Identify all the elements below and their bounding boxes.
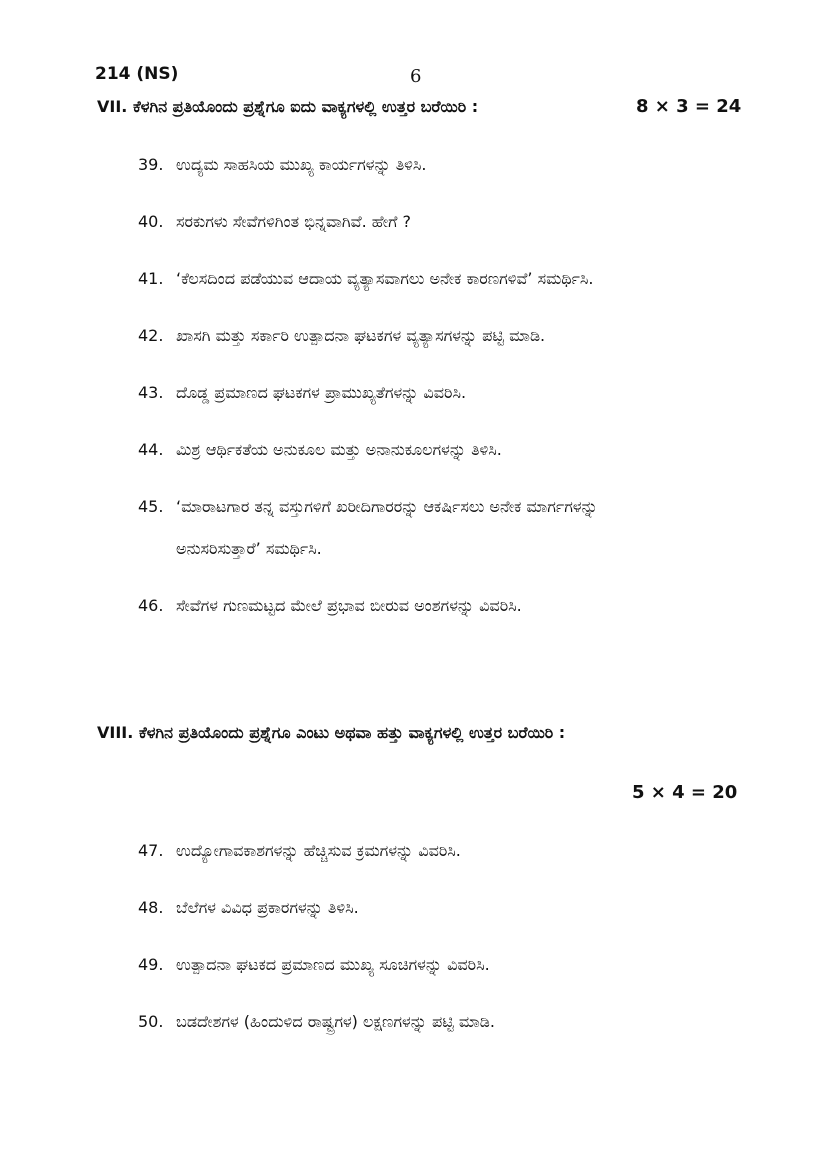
question-text: ಉತ್ಪಾದನಾ ಘಟಕದ ಪ್ರಮಾಣದ ಮುಖ್ಯ ಸೂಚಿಗಳನ್ನು ವಿವರಿಸಿ. — [176, 955, 490, 974]
question-number: 39. — [138, 155, 164, 174]
question-49 — [138, 955, 490, 975]
section-viii-marks: 5 × 4 = 20 — [632, 782, 738, 803]
question-number: 42. — [138, 326, 164, 345]
question-text: ‘ಮಾರಾಟಗಾರ ತನ್ನ ವಸ್ತುಗಳಿಗೆ ಖರೀದಿಗಾರರನ್ನು ಆಕರ್ಷಿಸಲು ಅನೇಕ ಮಾರ್ಗಗಳನ್ನು — [176, 497, 598, 516]
section-viii-heading: VIII. ಕೆಳಗಿನ ಪ್ರತಿಯೊಂದು ಪ್ರಶ್ನೆಗೂ ಎಂಟು ಅಥವಾ ಹತ್ತು ವಾಕ್ಯಗಳಲ್ಲಿ ಉತ್ತರ ಬರೆಯಿರಿ : — [97, 723, 566, 742]
question-text: ಬಡದೇಶಗಳ (ಹಿಂದುಳಿದ ರಾಷ್ಟ್ರಗಳ) ಲಕ್ಷಣಗಳನ್ನು ಪಟ್ಟಿ ಮಾಡಿ. — [176, 1012, 495, 1031]
question-text: ಉದ್ಯೋಗಾವಕಾಶಗಳನ್ನು ಹೆಚ್ಚಿಸುವ ಕ್ರಮಗಳನ್ನು ವಿವರಿಸಿ. — [176, 841, 461, 860]
question-number: 43. — [138, 383, 164, 402]
question-41 — [138, 269, 594, 289]
question-50 — [138, 1012, 495, 1032]
question-42 — [138, 326, 545, 346]
page-number: 6 — [410, 66, 422, 87]
question-43 — [138, 383, 466, 403]
question-text: ಉದ್ಯಮ ಸಾಹಸಿಯ ಮುಖ್ಯ ಕಾರ್ಯಗಳನ್ನು ತಿಳಿಸಿ. — [176, 155, 427, 174]
question-number: 46. — [138, 596, 164, 615]
question-number: 40. — [138, 212, 164, 231]
question-44 — [138, 440, 502, 460]
question-text: ಖಾಸಗಿ ಮತ್ತು ಸರ್ಕಾರಿ ಉತ್ಪಾದನಾ ಘಟಕಗಳ ವ್ಯತ್ಯಾಸಗಳನ್ನು ಪಟ್ಟಿ ಮಾಡಿ. — [176, 326, 546, 345]
question-number: 41. — [138, 269, 164, 288]
question-number: 44. — [138, 440, 164, 459]
paper-code: 214 (NS) — [95, 64, 179, 84]
question-number: 49. — [138, 955, 164, 974]
question-number: 47. — [138, 841, 164, 860]
question-47 — [138, 841, 461, 861]
question-text: ದೊಡ್ಡ ಪ್ರಮಾಣದ ಘಟಕಗಳ ಪ್ರಾಮುಖ್ಯತೆಗಳನ್ನು ವಿವರಿಸಿ. — [176, 383, 467, 402]
question-48 — [138, 898, 359, 918]
question-39 — [138, 155, 427, 175]
question-number: 45. — [138, 497, 164, 516]
question-text: ಸೇವೆಗಳ ಗುಣಮಟ್ಟದ ಮೇಲೆ ಪ್ರಭಾವ ಬೀರುವ ಅಂಶಗಳನ್ನು ವಿವರಿಸಿ. — [176, 596, 522, 615]
section-vii-heading: VII. ಕೆಳಗಿನ ಪ್ರತಿಯೊಂದು ಪ್ರಶ್ನೆಗೂ ಐದು ವಾಕ್ಯಗಳಲ್ಲಿ ಉತ್ತರ ಬರೆಯಿರಿ : — [97, 97, 479, 116]
section-vii-marks: 8 × 3 = 24 — [636, 96, 742, 117]
question-number: 50. — [138, 1012, 164, 1031]
question-45-continuation: ಅನುಸರಿಸುತ್ತಾರೆ’ ಸಮರ್ಥಿಸಿ. — [176, 539, 322, 558]
question-number: 48. — [138, 898, 164, 917]
question-text: ಸರಕುಗಳು ಸೇವೆಗಳಿಗಿಂತ ಭಿನ್ನವಾಗಿವೆ. ಹೇಗೆ ? — [176, 212, 411, 231]
question-45 — [138, 497, 598, 517]
question-46 — [138, 596, 522, 616]
question-40 — [138, 212, 411, 232]
question-text: ‘ಕೆಲಸದಿಂದ ಪಡೆಯುವ ಆದಾಯ ವ್ಯತ್ಯಾಸವಾಗಲು ಅನೇಕ ಕಾರಣಗಳಿವೆ’ ಸಮರ್ಥಿಸಿ. — [176, 269, 594, 288]
question-text: ಬೆಲೆಗಳ ವಿವಿಧ ಪ್ರಕಾರಗಳನ್ನು ತಿಳಿಸಿ. — [176, 898, 359, 917]
question-text: ಮಿಶ್ರ ಆರ್ಥಿಕತೆಯ ಅನುಕೂಲ ಮತ್ತು ಅನಾನುಕೂಲಗಳನ್ನು ತಿಳಿಸಿ. — [176, 440, 502, 459]
